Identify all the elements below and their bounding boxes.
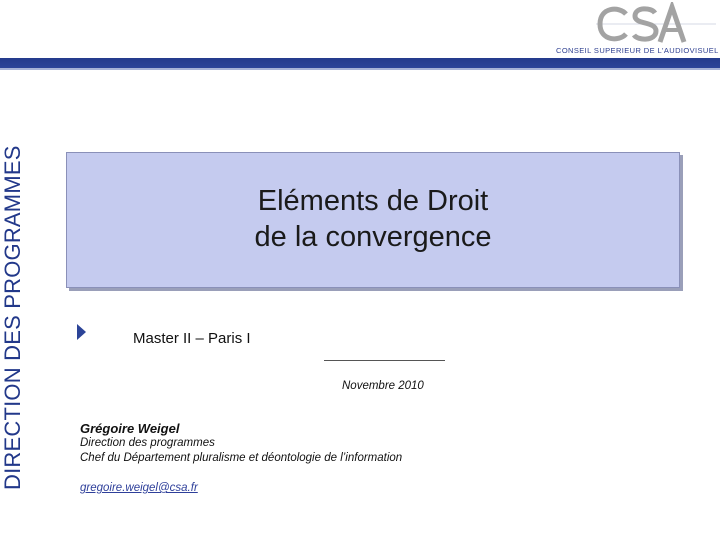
- csa-logo-mark: [556, 2, 716, 46]
- author-role-1: Direction des programmes: [80, 437, 215, 449]
- bullet-text: Master II – Paris I: [133, 330, 251, 347]
- title-line-1: Eléments de Droit: [257, 185, 489, 217]
- header-band-line: [0, 68, 720, 70]
- logo-tagline: CONSEIL SUPERIEUR DE L'AUDIOVISUEL: [556, 46, 719, 55]
- date-text: Novembre 2010: [342, 380, 424, 392]
- title-box: [66, 152, 680, 288]
- header-band: [0, 58, 720, 68]
- author-name: Grégoire Weigel: [80, 421, 180, 436]
- csa-logo: [556, 2, 719, 58]
- author-role-2: Chef du Département pluralisme et déontologie de l’information: [80, 452, 403, 464]
- slide-title: [67, 183, 679, 255]
- sidebar-title: DIRECTION DES PROGRAMMES: [0, 145, 25, 490]
- title-line-2: de la convergence: [254, 221, 492, 253]
- divider: [324, 360, 445, 361]
- triangle-right-icon: [77, 324, 86, 340]
- email-link[interactable]: gregoire.weigel@csa.fr: [80, 482, 198, 494]
